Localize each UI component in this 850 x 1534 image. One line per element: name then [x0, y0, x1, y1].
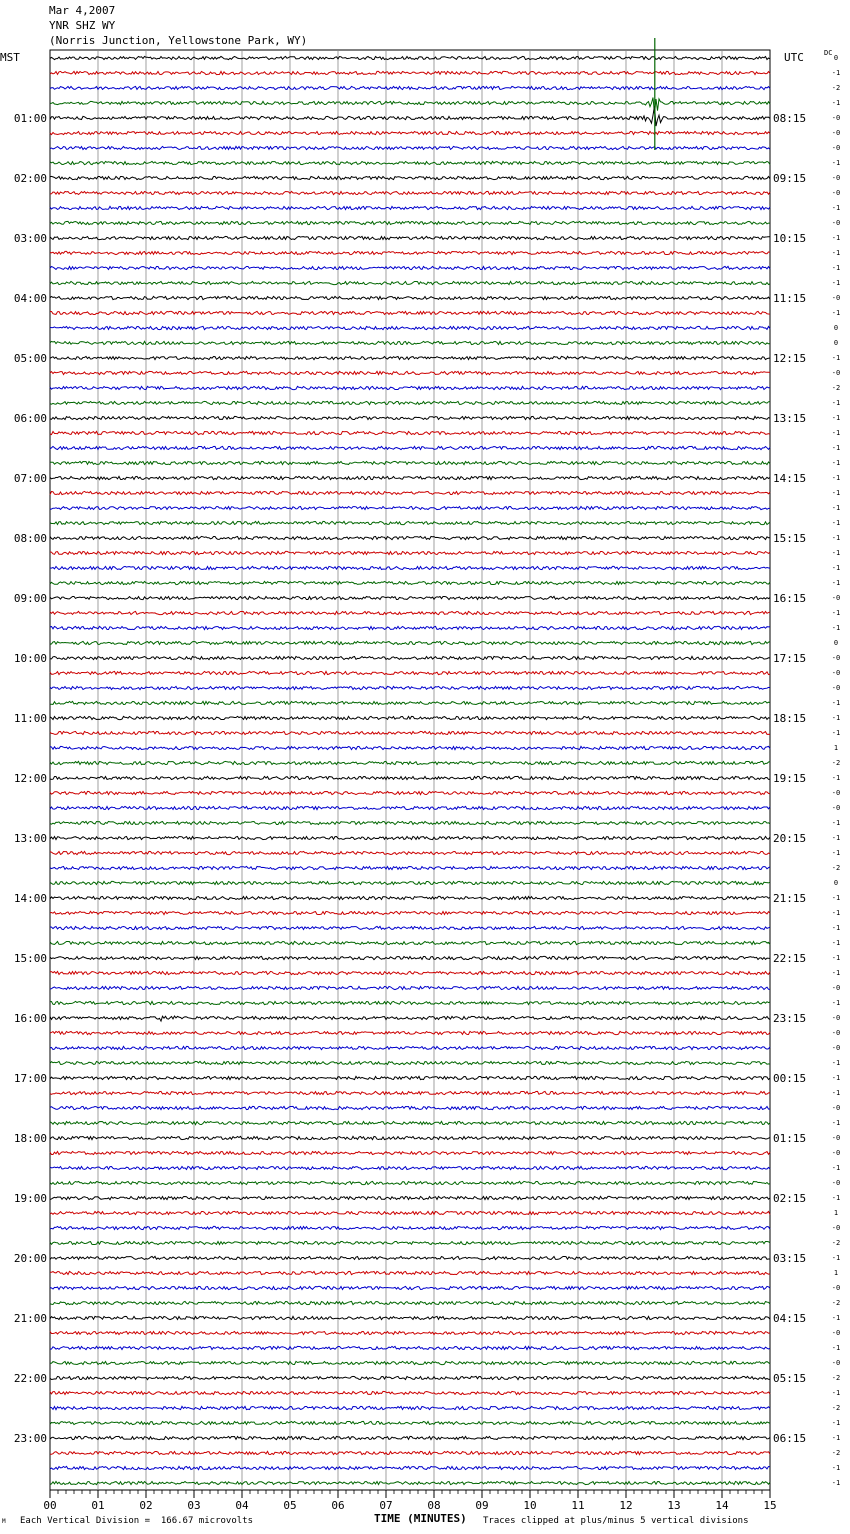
dc-offset-label: -1 — [831, 924, 841, 932]
trace-row — [50, 401, 770, 404]
x-tick-label: 09 — [475, 1499, 489, 1512]
trace-row — [50, 1391, 770, 1394]
right-hour-label: 02:15 — [773, 1192, 807, 1205]
trace-row — [50, 371, 770, 374]
dc-offset-label: -1 — [831, 939, 841, 947]
dc-offset-label: -2 — [831, 1404, 841, 1412]
left-hour-label: 11:00 — [13, 712, 47, 725]
dc-offset-label: -1 — [831, 399, 841, 407]
trace-row — [50, 1001, 770, 1004]
trace-row — [50, 326, 770, 329]
x-tick-label: 11 — [571, 1499, 585, 1512]
trace-row — [50, 836, 770, 839]
left-hour-label: 05:00 — [13, 352, 47, 365]
dc-offset-label: -1 — [831, 444, 841, 452]
dc-offset-label: -1 — [831, 1434, 841, 1442]
trace-row — [50, 701, 770, 704]
dc-offset-label: -0 — [831, 189, 841, 197]
trace-row — [50, 1166, 770, 1169]
left-hour-label: 15:00 — [13, 952, 47, 965]
dc-offset-label: -0 — [831, 219, 841, 227]
dc-offset-label: -0 — [831, 1149, 841, 1157]
dc-offset-label: 0 — [833, 879, 839, 887]
right-hour-label: 08:15 — [773, 112, 807, 125]
x-tick-label: 05 — [283, 1499, 297, 1512]
dc-offset-label: -0 — [831, 144, 841, 152]
trace-row — [50, 716, 770, 719]
trace-row — [50, 161, 770, 164]
dc-offset-label: -1 — [831, 774, 841, 782]
corner-mark: M — [2, 1518, 6, 1525]
dc-offset-label: -0 — [831, 594, 841, 602]
right-timezone-label: UTC — [784, 51, 804, 64]
trace-row — [50, 1076, 770, 1079]
trace-row — [50, 1436, 770, 1439]
dc-offset-label: -1 — [831, 1479, 841, 1487]
right-hour-label: 16:15 — [773, 592, 807, 605]
dc-offset-label: 0 — [833, 324, 839, 332]
dc-offset-label: -0 — [831, 1044, 841, 1052]
dc-offset-label: -1 — [831, 1419, 841, 1427]
x-tick-label: 06 — [331, 1499, 345, 1512]
trace-row — [50, 266, 770, 269]
right-hour-label: 06:15 — [773, 1432, 807, 1445]
right-hour-label: 12:15 — [773, 352, 807, 365]
trace-row — [50, 356, 770, 359]
x-tick-label: 14 — [715, 1499, 729, 1512]
right-hour-label: 20:15 — [773, 832, 807, 845]
trace-row — [50, 851, 770, 854]
dc-offset-label: -2 — [831, 864, 841, 872]
dc-offset-label: -1 — [831, 564, 841, 572]
vertical-division-note: Each Vertical Division = 166.67 microvolts — [20, 1516, 253, 1526]
dc-offset-label: -1 — [831, 834, 841, 842]
left-hour-label: 12:00 — [13, 772, 47, 785]
trace-row — [50, 941, 770, 944]
trace-row — [50, 581, 770, 584]
trace-row — [50, 971, 770, 974]
left-hour-label: 20:00 — [13, 1252, 47, 1265]
trace-row — [50, 1301, 770, 1304]
dc-offset-label: -0 — [831, 1134, 841, 1142]
trace-row — [50, 866, 770, 869]
trace-row — [50, 1361, 770, 1364]
dc-offset-label: 0 — [833, 639, 839, 647]
x-tick-label: 10 — [523, 1499, 537, 1512]
dc-offset-label: -1 — [831, 999, 841, 1007]
dc-offset-label: -2 — [831, 1449, 841, 1457]
dc-offset-label: -1 — [831, 1164, 841, 1172]
dc-offset-label: -1 — [831, 579, 841, 587]
dc-offset-label: -0 — [831, 684, 841, 692]
trace-row — [50, 626, 770, 629]
dc-offset-label: -1 — [831, 699, 841, 707]
left-hour-label: 04:00 — [13, 292, 47, 305]
dc-offset-label: -0 — [831, 1104, 841, 1112]
trace-row — [50, 1091, 770, 1094]
trace-row — [50, 521, 770, 524]
trace-row — [50, 71, 770, 74]
trace-row — [50, 1136, 770, 1139]
dc-offset-label: -1 — [831, 69, 841, 77]
left-hour-label: 07:00 — [13, 472, 47, 485]
dc-offset-label: -0 — [831, 804, 841, 812]
dc-offset-label: 0 — [833, 339, 839, 347]
trace-row — [50, 656, 770, 659]
dc-offset-label: -1 — [831, 1074, 841, 1082]
right-hour-label: 19:15 — [773, 772, 807, 785]
left-hour-label: 23:00 — [13, 1432, 47, 1445]
dc-offset-label: -1 — [831, 429, 841, 437]
trace-row — [50, 1046, 770, 1049]
dc-offset-label: -1 — [831, 909, 841, 917]
x-tick-label: 13 — [667, 1499, 681, 1512]
trace-row — [50, 881, 770, 884]
trace-row — [50, 491, 770, 494]
trace-row — [50, 1406, 770, 1409]
dc-offset-label: -1 — [831, 1089, 841, 1097]
dc-offset-label: 0 — [833, 54, 839, 62]
dc-offset-label: -0 — [831, 114, 841, 122]
dc-offset-label: -1 — [831, 504, 841, 512]
right-hour-label: 15:15 — [773, 532, 807, 545]
dc-offset-label: -1 — [831, 414, 841, 422]
dc-offset-label: 1 — [833, 1209, 839, 1217]
dc-offset-label: 1 — [833, 1269, 839, 1277]
right-hour-label: 03:15 — [773, 1252, 807, 1265]
station-label: YNR SHZ WY — [49, 19, 116, 32]
dc-offset-label: -1 — [831, 1389, 841, 1397]
x-tick-label: 03 — [187, 1499, 201, 1512]
location-label: (Norris Junction, Yellowstone Park, WY) — [49, 34, 308, 47]
trace-row — [50, 131, 770, 134]
trace-row — [50, 536, 770, 539]
dc-offset-label: -1 — [831, 729, 841, 737]
x-tick-label: 08 — [427, 1499, 441, 1512]
left-hour-label: 09:00 — [13, 592, 47, 605]
trace-row — [50, 1031, 770, 1034]
left-hour-label: 14:00 — [13, 892, 47, 905]
x-tick-label: 01 — [91, 1499, 105, 1512]
dc-offset-label: -1 — [831, 954, 841, 962]
clip-note: Traces clipped at plus/minus 5 vertical divisions — [483, 1516, 749, 1526]
trace-row — [50, 1346, 770, 1349]
dc-offset-label: -0 — [831, 174, 841, 182]
trace-row — [50, 896, 770, 899]
right-hour-label: 13:15 — [773, 412, 807, 425]
trace-row — [50, 731, 770, 734]
right-hour-label: 18:15 — [773, 712, 807, 725]
trace-row — [50, 221, 770, 224]
dc-offset-label: -0 — [831, 294, 841, 302]
dc-offset-label: -1 — [831, 894, 841, 902]
x-tick-label: 00 — [43, 1499, 57, 1512]
trace-row — [50, 1226, 770, 1229]
trace-row — [50, 746, 770, 749]
trace-row — [50, 791, 770, 794]
x-tick-label: 04 — [235, 1499, 249, 1512]
trace-row — [50, 1331, 770, 1334]
trace-row — [50, 1421, 770, 1424]
x-tick-label: 12 — [619, 1499, 633, 1512]
left-hour-label: 17:00 — [13, 1072, 47, 1085]
trace-row — [50, 106, 770, 126]
trace-row — [50, 611, 770, 614]
dc-offset-label: -1 — [831, 159, 841, 167]
right-hour-label: 05:15 — [773, 1372, 807, 1385]
dc-offset-label: -1 — [831, 1194, 841, 1202]
trace-row — [50, 176, 770, 179]
dc-offset-label: -1 — [831, 624, 841, 632]
trace-row — [50, 1481, 770, 1484]
trace-row — [50, 416, 770, 419]
trace-row — [50, 551, 770, 554]
dc-offset-label: -0 — [831, 1029, 841, 1037]
dc-offset-label: -0 — [831, 984, 841, 992]
trace-row — [50, 1061, 770, 1064]
right-hour-label: 01:15 — [773, 1132, 807, 1145]
trace-row — [50, 1316, 770, 1319]
trace-row — [50, 1466, 770, 1469]
trace-row — [50, 1151, 770, 1154]
trace-row — [50, 386, 770, 389]
trace-row — [50, 641, 770, 644]
dc-offset-label: -1 — [831, 534, 841, 542]
dc-offset-label: -2 — [831, 1299, 841, 1307]
trace-row — [50, 311, 770, 314]
x-tick-label: 07 — [379, 1499, 393, 1512]
right-hour-label: 09:15 — [773, 172, 807, 185]
left-hour-label: 10:00 — [13, 652, 47, 665]
dc-offset-label: -0 — [831, 669, 841, 677]
trace-row — [50, 1016, 770, 1021]
left-hour-label: 16:00 — [13, 1012, 47, 1025]
trace-row — [50, 236, 770, 239]
dc-offset-label: -0 — [831, 789, 841, 797]
trace-row — [50, 281, 770, 284]
dc-offset-label: -1 — [831, 1314, 841, 1322]
dc-offset-label: -1 — [831, 204, 841, 212]
trace-row — [50, 1286, 770, 1289]
right-hour-label: 00:15 — [773, 1072, 807, 1085]
trace-row — [50, 566, 770, 569]
dc-offset-label: -0 — [831, 1359, 841, 1367]
dc-offset-label: -1 — [831, 474, 841, 482]
trace-row — [50, 776, 770, 779]
dc-offset-label: -0 — [831, 129, 841, 137]
dc-offset-label: -1 — [831, 819, 841, 827]
trace-row — [50, 98, 770, 114]
left-timezone-label: MST — [0, 51, 20, 64]
trace-row — [50, 926, 770, 929]
dc-offset-label: -1 — [831, 264, 841, 272]
trace-row — [50, 446, 770, 449]
trace-row — [50, 1376, 770, 1379]
dc-label: DC — [824, 49, 833, 57]
right-hour-label: 17:15 — [773, 652, 807, 665]
dc-offset-label: -1 — [831, 489, 841, 497]
left-hour-label: 06:00 — [13, 412, 47, 425]
trace-row — [50, 671, 770, 674]
trace-row — [50, 191, 770, 194]
trace-row — [50, 761, 770, 764]
trace-row — [50, 806, 770, 809]
trace-row — [50, 1256, 770, 1259]
trace-row — [50, 1271, 770, 1274]
trace-row — [50, 341, 770, 344]
trace-row — [50, 956, 770, 959]
dc-offset-label: -1 — [831, 1059, 841, 1067]
trace-row — [50, 251, 770, 254]
trace-row — [50, 476, 770, 479]
right-hour-label: 22:15 — [773, 952, 807, 965]
dc-offset-label: -0 — [831, 1329, 841, 1337]
trace-row — [50, 56, 770, 59]
dc-offset-label: -2 — [831, 384, 841, 392]
trace-row — [50, 1181, 770, 1184]
left-hour-label: 19:00 — [13, 1192, 47, 1205]
right-hour-label: 23:15 — [773, 1012, 807, 1025]
x-tick-label: 02 — [139, 1499, 153, 1512]
dc-offset-label: -0 — [831, 1284, 841, 1292]
left-hour-label: 22:00 — [13, 1372, 47, 1385]
dc-offset-label: -1 — [831, 354, 841, 362]
dc-offset-label: -1 — [831, 549, 841, 557]
dc-offset-label: -1 — [831, 234, 841, 242]
trace-row — [50, 1121, 770, 1124]
date-label: Mar 4,2007 — [49, 4, 116, 17]
dc-offset-label: -1 — [831, 849, 841, 857]
dc-offset-label: -1 — [831, 519, 841, 527]
dc-offset-label: -2 — [831, 84, 841, 92]
trace-row — [50, 146, 770, 149]
trace-row — [50, 1451, 770, 1454]
dc-offset-label: -1 — [831, 714, 841, 722]
x-axis-title: TIME (MINUTES) — [374, 1512, 467, 1525]
trace-row — [50, 596, 770, 599]
left-hour-label: 18:00 — [13, 1132, 47, 1145]
x-tick-label: 15 — [763, 1499, 777, 1512]
dc-offset-label: -2 — [831, 1374, 841, 1382]
dc-offset-label: -1 — [831, 459, 841, 467]
left-hour-label: 01:00 — [13, 112, 47, 125]
trace-row — [50, 86, 770, 89]
dc-offset-label: -1 — [831, 1344, 841, 1352]
dc-offset-label: -2 — [831, 759, 841, 767]
dc-offset-label: -0 — [831, 1224, 841, 1232]
dc-offset-label: -1 — [831, 1254, 841, 1262]
right-hour-label: 10:15 — [773, 232, 807, 245]
trace-row — [50, 1196, 770, 1199]
dc-offset-label: -1 — [831, 609, 841, 617]
dc-offset-label: -2 — [831, 1239, 841, 1247]
trace-row — [50, 1241, 770, 1244]
right-hour-label: 14:15 — [773, 472, 807, 485]
trace-row — [50, 506, 770, 509]
left-hour-label: 02:00 — [13, 172, 47, 185]
left-hour-label: 03:00 — [13, 232, 47, 245]
trace-row — [50, 206, 770, 209]
dc-offset-label: -1 — [831, 1464, 841, 1472]
dc-offset-label: -0 — [831, 654, 841, 662]
trace-row — [50, 986, 770, 989]
trace-row — [50, 1211, 770, 1214]
right-hour-label: 11:15 — [773, 292, 807, 305]
left-hour-label: 21:00 — [13, 1312, 47, 1325]
trace-row — [50, 911, 770, 914]
dc-offset-label: 1 — [833, 744, 839, 752]
trace-row — [50, 296, 770, 299]
trace-row — [50, 431, 770, 434]
trace-row — [50, 461, 770, 464]
left-hour-label: 13:00 — [13, 832, 47, 845]
dc-offset-label: -1 — [831, 249, 841, 257]
right-hour-label: 04:15 — [773, 1312, 807, 1325]
dc-offset-label: -0 — [831, 1014, 841, 1022]
trace-row — [50, 821, 770, 824]
dc-offset-label: -0 — [831, 369, 841, 377]
dc-offset-label: -1 — [831, 969, 841, 977]
left-hour-label: 08:00 — [13, 532, 47, 545]
dc-offset-label: -1 — [831, 309, 841, 317]
dc-offset-label: -1 — [831, 1119, 841, 1127]
trace-row — [50, 1106, 770, 1109]
dc-offset-label: -1 — [831, 279, 841, 287]
dc-offset-label: -1 — [831, 99, 841, 107]
right-hour-label: 21:15 — [773, 892, 807, 905]
trace-row — [50, 686, 770, 689]
dc-offset-label: -0 — [831, 1179, 841, 1187]
